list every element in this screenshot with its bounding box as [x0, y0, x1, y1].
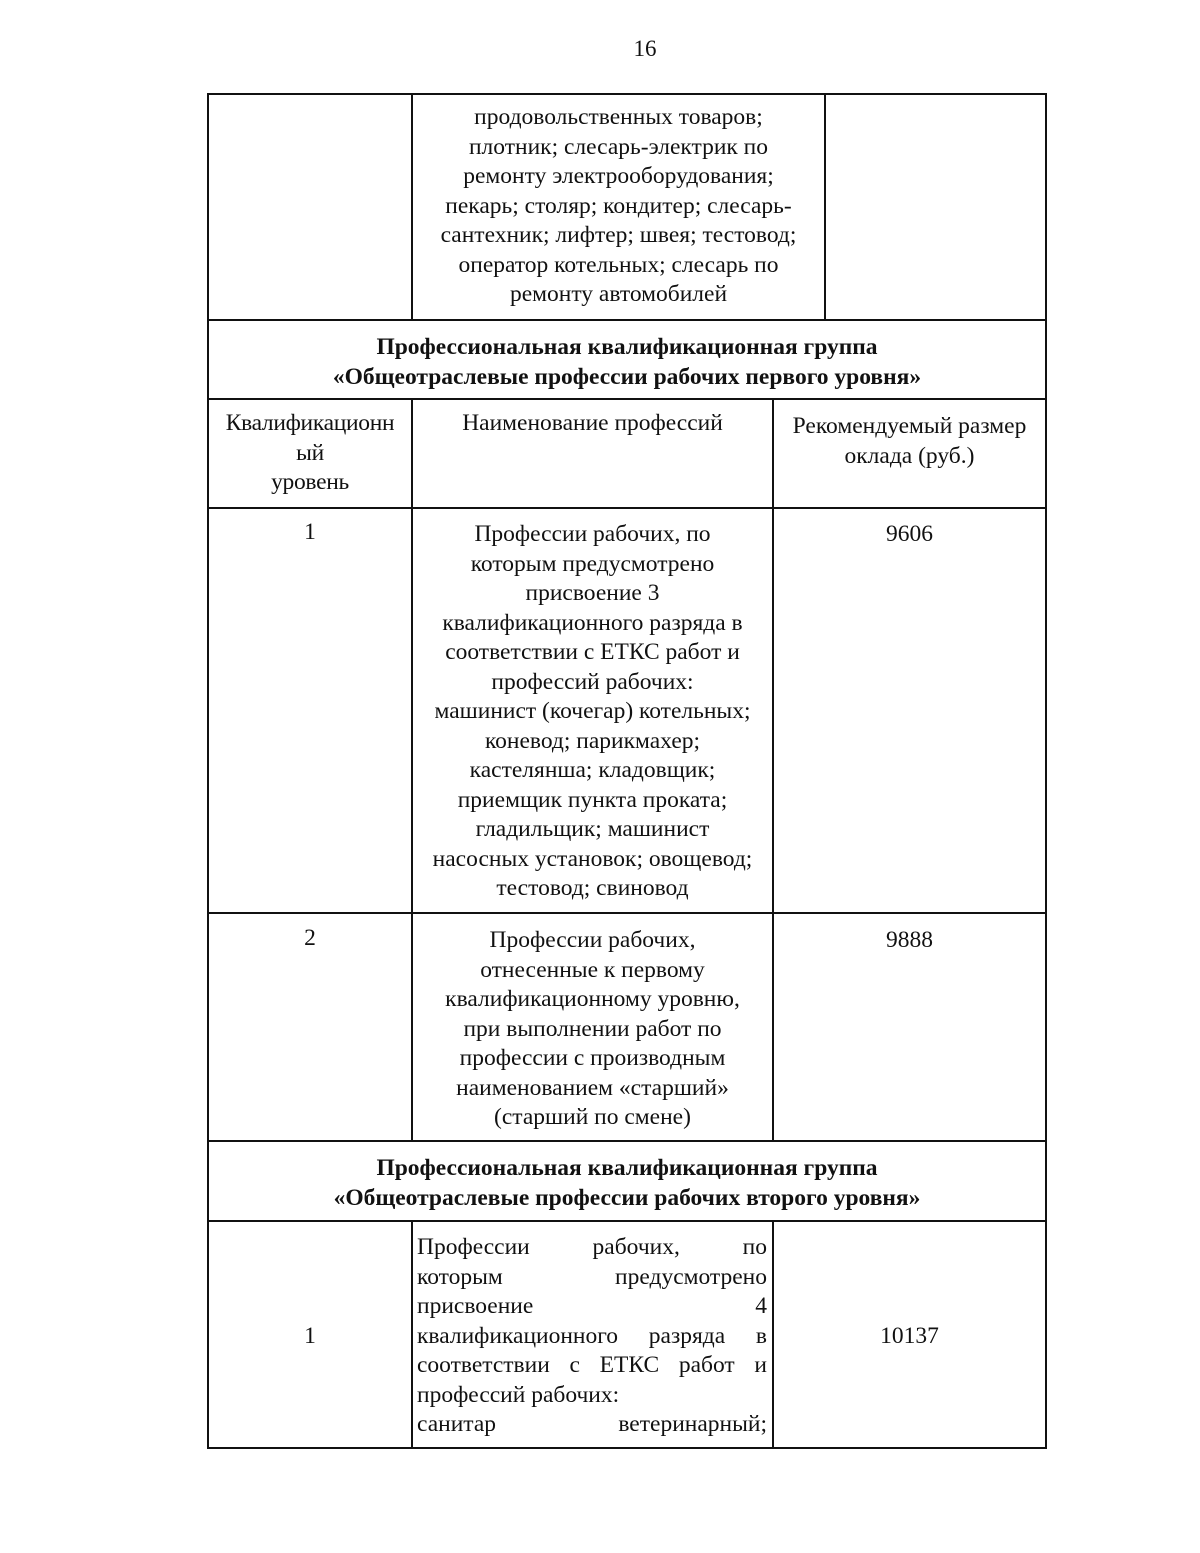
header-level: [209, 409, 411, 498]
group2-title-line: Профессиональная квалификационная группа: [376, 1155, 878, 1181]
header-salary-line: Рекомендуемый размер: [792, 413, 1027, 439]
row-level: 2: [304, 925, 316, 951]
row-profession-line: машинист (кочегар) котельных;: [434, 698, 751, 724]
row-profession-line: присвоение 4: [417, 1293, 767, 1319]
row-profession-line: наименованием «старший»: [456, 1074, 729, 1101]
group2-title-line: «Общеотраслевые профессии рабочих второго уровня»: [333, 1184, 921, 1211]
continuation-line: сантехник; лифтер; швея; тестовод;: [440, 222, 797, 248]
row-level: 1: [304, 519, 316, 545]
header-name-text: Наименование профессий: [462, 410, 723, 436]
row-professions: [413, 926, 772, 1133]
continuation-line: пекарь; столяр; кондитер; слесарь-: [445, 192, 792, 219]
row-profession-line: присвоение 3: [525, 580, 660, 606]
header-level-line: Квалификационн: [225, 410, 395, 436]
row-profession-line: квалификационного разряда в: [417, 1322, 767, 1349]
row-profession-line: кастелянша; кладовщик;: [469, 757, 716, 783]
continuation-professions-cell: [413, 103, 824, 310]
group2-title: [209, 1154, 1045, 1213]
continuation-line: плотник; слесарь-электрик по: [468, 133, 769, 160]
row-profession-line: насосных установок; овощевод;: [432, 845, 753, 872]
row-professions: [417, 1233, 767, 1440]
row-profession-line: санитар ветеринарный;: [417, 1411, 767, 1437]
row-profession-line: соответствии с ЕТКС работ и: [445, 639, 740, 665]
row-profession-line: коневод; парикмахер;: [484, 727, 701, 754]
continuation-line: оператор котельных; слесарь по: [458, 251, 779, 278]
row-profession-line: (старший по смене): [494, 1104, 691, 1130]
row-level: 1: [304, 1323, 316, 1349]
row-profession-line: которым предусмотрено: [470, 550, 715, 577]
row-profession-line: гладильщик; машинист: [475, 816, 710, 842]
group1-title: [209, 333, 1045, 392]
row-profession-line: при выполнении работ по: [463, 1015, 722, 1042]
row-professions: [413, 520, 772, 904]
row-profession-line: Профессии рабочих,: [489, 927, 696, 953]
group1-title-line: Профессиональная квалификационная группа: [376, 334, 878, 360]
row-profession-line: профессий рабочих:: [417, 1381, 620, 1408]
row-profession-line: тестовод; свиновод: [496, 875, 689, 901]
row-salary: 9606: [886, 521, 933, 547]
row-profession-line: Профессии рабочих, по: [417, 1234, 767, 1260]
page-number: 16: [633, 36, 657, 61]
row-profession-line: соответствии с ЕТКС работ и: [417, 1352, 767, 1378]
row-profession-line: профессии с производным: [459, 1045, 726, 1071]
row-profession-line: приемщик пункта проката;: [457, 786, 728, 813]
row-profession-line: квалификационного разряда в: [442, 609, 743, 636]
continuation-line: продовольственных товаров;: [474, 104, 763, 130]
row-salary: 9888: [886, 927, 933, 953]
group1-title-line: «Общеотраслевые профессии рабочих первого уровня»: [332, 363, 922, 390]
header-level-line: уровень: [271, 469, 349, 495]
continuation-line: ремонту электрооборудования;: [463, 163, 774, 189]
header-name: [413, 409, 772, 439]
row-profession-line: отнесенные к первому: [480, 956, 705, 983]
continuation-line: ремонту автомобилей: [509, 281, 728, 307]
header-salary: [774, 412, 1045, 471]
row-profession-line: Профессии рабочих, по: [474, 521, 711, 547]
row-salary: 10137: [880, 1323, 939, 1349]
row-profession-line: квалификационному уровню,: [445, 986, 740, 1012]
header-level-line: ый: [296, 439, 324, 466]
row-profession-line: которым предусмотрено: [417, 1263, 767, 1290]
row-profession-line: профессий рабочих:: [491, 668, 694, 695]
header-salary-line: оклада (руб.): [844, 442, 975, 469]
